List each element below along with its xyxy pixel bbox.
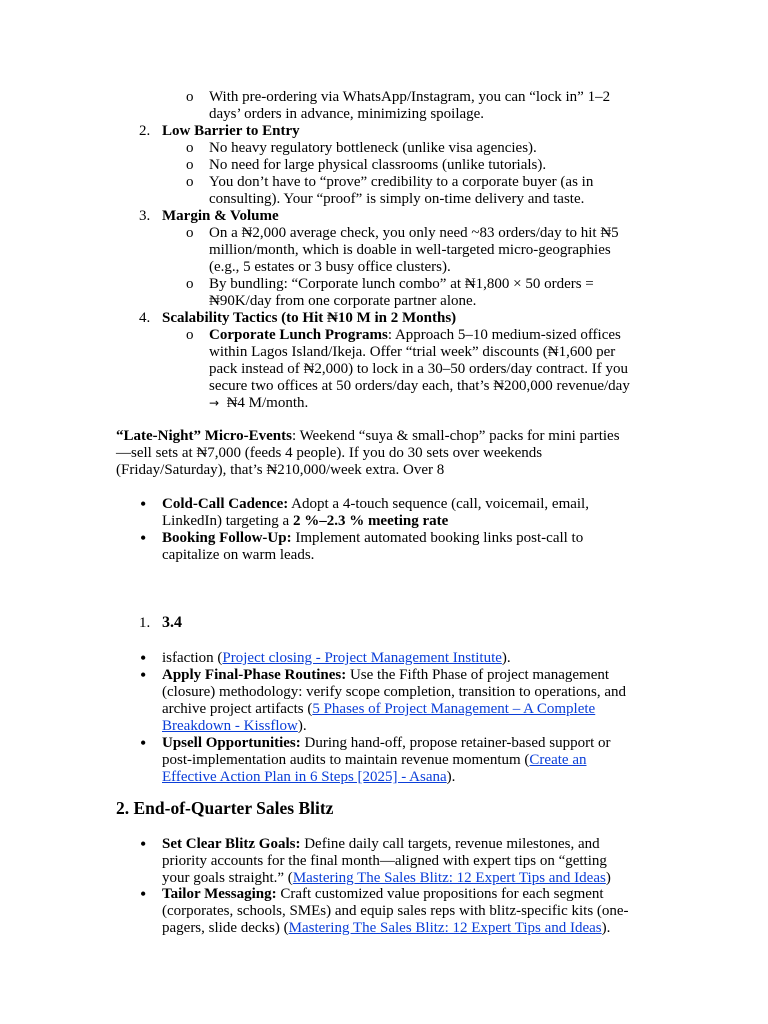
list-number: 2. (139, 123, 151, 139)
bullet-marker: • (140, 665, 147, 685)
link-project-closing[interactable]: Project closing - Project Management Institute (222, 650, 502, 666)
list-item: With pre-ordering via WhatsApp/Instagram, you can “lock in” 1–2 days’ orders in advance, minimizing spoilage. (209, 89, 611, 122)
list-number: 3. (139, 208, 151, 224)
bullet-marker: • (140, 733, 147, 753)
list-item: No need for large physical classrooms (unlike tutorials). (209, 157, 547, 173)
list-item: Corporate Lunch Programs: Approach 5–10 medium-sized offices within Lagos Island/Ikeja. Offer “trial week” discounts (₦1,600 per pack instead of ₦2,000) to lock in a 30–50 orders/day contract. If you secure two offices at 50 orders/day each, that’s ₦200,000 revenue/day → ₦4 M/month. (209, 327, 630, 411)
link-kissflow-a[interactable]: 5 Phases of Project Management – A Complete (312, 701, 596, 717)
sub-bullet-marker: o (186, 225, 194, 241)
sub-bullet-marker: o (186, 140, 194, 156)
section-heading: 2. End-of-Quarter Sales Blitz (116, 798, 334, 818)
sub-bullet-marker: o (186, 327, 194, 343)
arrow-icon: → (209, 396, 220, 410)
link-asana-a[interactable]: Create an (529, 752, 587, 768)
sub-bullet-marker: o (186, 276, 194, 292)
list-item-title: Margin & Volume (162, 208, 279, 224)
sub-bullet-marker: o (186, 174, 194, 190)
list-item: By bundling: “Corporate lunch combo” at ₦1,800 × 50 orders = ₦90K/day from one corporate partner alone. (209, 276, 594, 309)
list-item-title: Low Barrier to Entry (162, 123, 300, 139)
link-sales-blitz-2[interactable]: Mastering The Sales Blitz: 12 Expert Tips and Ideas (288, 920, 602, 936)
list-item: No heavy regulatory bottleneck (unlike visa agencies). (209, 140, 537, 156)
link-kissflow-b[interactable]: Breakdown - Kissflow (162, 718, 298, 734)
list-item: Tailor Messaging: Craft customized value propositions for each segment (corporates, schools, SMEs) and equip sales reps with blitz-specific kits (one- pagers, slide decks) (Mastering The Sales Blitz: 12 Expert Tips and Ideas). (162, 886, 629, 936)
list-item: Cold-Call Cadence: Adopt a 4-touch sequence (call, voicemail, email, LinkedIn) targeting a 2 %–2.3 % meeting rate (162, 496, 589, 529)
list-item: Booking Follow-Up: Implement automated booking links post-call to capitalize on warm leads. (162, 530, 584, 563)
section-number-heading: 3.4 (162, 614, 182, 631)
bullet-marker: • (140, 528, 147, 548)
link-sales-blitz-1[interactable]: Mastering The Sales Blitz: 12 Expert Tips and Ideas (292, 870, 606, 886)
bullet-marker: • (140, 834, 147, 854)
link-asana-b[interactable]: Effective Action Plan in 6 Steps [2025] - Asana (162, 769, 447, 785)
paragraph-late-night: “Late-Night” Micro-Events: Weekend “suya & small-chop” packs for mini parties —sell sets at ₦7,000 (feeds 4 people). If you do 30 sets over weekends (Friday/Saturday), that’s ₦210,000/week extra. Over 8 (116, 428, 620, 478)
list-item: Set Clear Blitz Goals: Define daily call targets, revenue milestones, and priority accounts for the final month—aligned with expert tips on “getting your goals straight.” (Mastering The Sales Blitz: 12 Expert Tips and Ideas) (162, 836, 611, 886)
list-number: 4. (139, 310, 151, 326)
list-item: On a ₦2,000 average check, you only need ~83 orders/day to hit ₦5 million/month, which is doable in well-targeted micro-geographies (e.g., 5 estates or 3 busy office clusters). (209, 225, 619, 275)
sub-bullet-marker: o (186, 157, 194, 173)
list-item-title: Scalability Tactics (to Hit ₦10 M in 2 Months) (162, 310, 457, 326)
list-number: 1. (139, 615, 151, 631)
bullet-marker: • (140, 648, 147, 668)
list-item: You don’t have to “prove” credibility to a corporate buyer (as in consulting). Your “proof” is simply on-time delivery and taste. (209, 174, 594, 207)
list-item: Apply Final-Phase Routines: Use the Fifth Phase of project management (closure) methodology: verify scope completion, transition to operations, and archive project artifacts (5 Phases of Project Management – A Complete Breakdown - Kissflow). (162, 667, 627, 734)
sub-bullet-marker: o (186, 89, 194, 105)
bullet-marker: • (140, 884, 147, 904)
bullet-marker: • (140, 494, 147, 514)
list-item: isfaction (Project closing - Project Management Institute). (162, 650, 511, 666)
list-item: Upsell Opportunities: During hand-off, propose retainer-based support or post-implementation audits to maintain revenue momentum (Create an Effective Action Plan in 6 Steps [2025] - Asana). (162, 735, 611, 785)
